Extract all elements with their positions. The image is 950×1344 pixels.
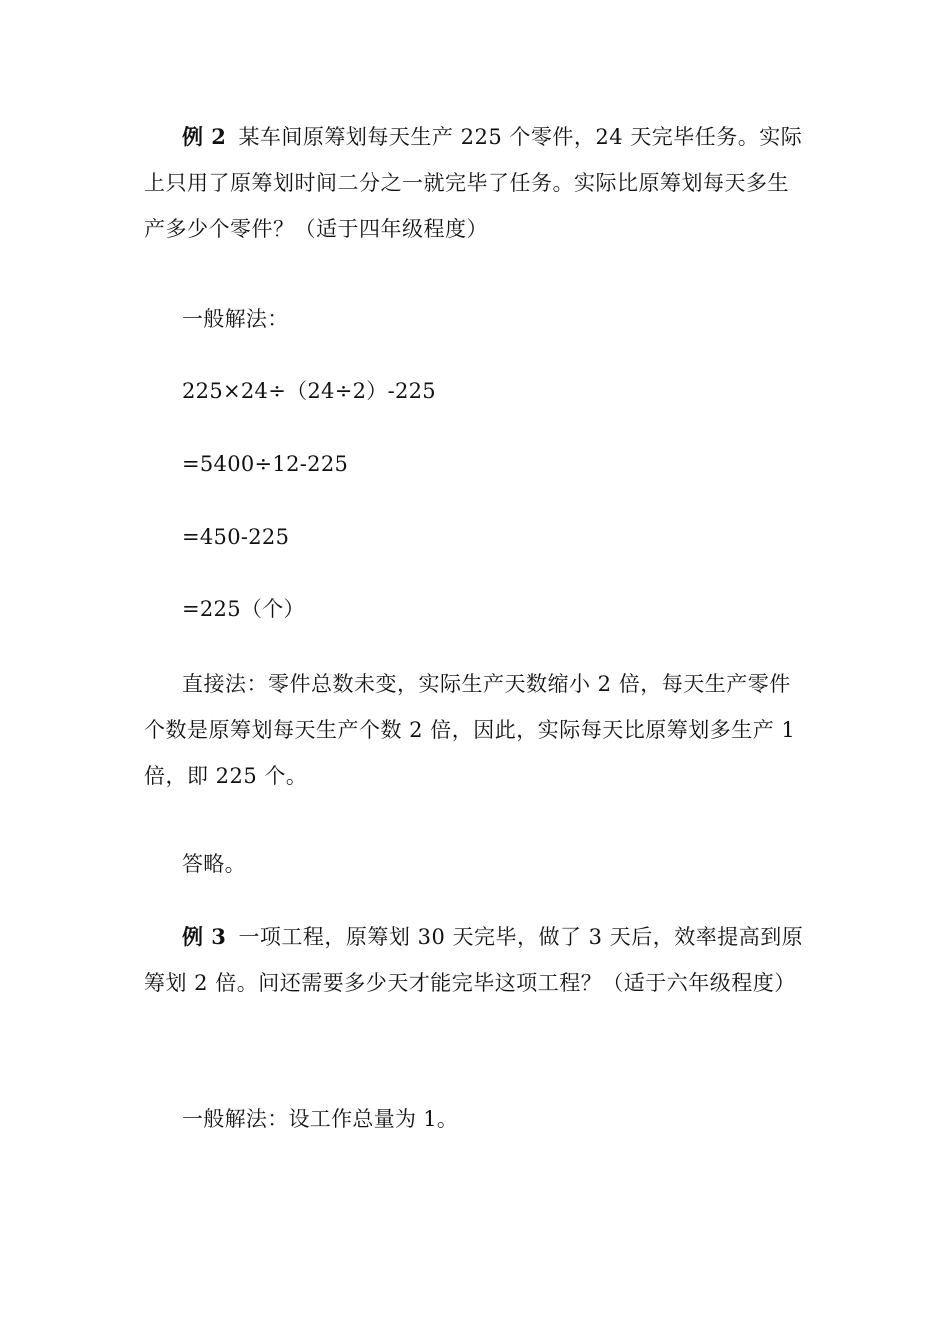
example-3-problem bbox=[144, 914, 808, 1006]
direct-method-text: 直接法：零件总数未变，实际生产天数缩小 2 倍，每天生产零件个数是原筹划每天生产个数 2 倍，因此，实际每天比原筹划多生产 1 倍，即 225 个。 bbox=[144, 672, 796, 788]
example-2-text: 某车间原筹划每天生产 225 个零件，24 天完毕任务。实际上只用了原筹划时间二分之一就完毕了任务。实际比原筹划每天多生产多少个零件？（适于四年级程度） bbox=[144, 125, 803, 241]
calculation-step-4: =225（个） bbox=[182, 597, 305, 621]
calculation-step-2: =5400÷12-225 bbox=[182, 452, 349, 476]
calculation-step-3: =450-225 bbox=[182, 525, 290, 549]
general-method-heading: 一般解法： bbox=[182, 307, 289, 331]
calculation-step-1: 225×24÷（24÷2）-225 bbox=[182, 379, 436, 403]
direct-method-paragraph bbox=[144, 661, 808, 799]
example-2-label: 例 2 bbox=[182, 124, 227, 149]
example-3-label: 例 3 bbox=[182, 924, 227, 949]
example-3-text: 一项工程，原筹划 30 天完毕，做了 3 天后，效率提高到原筹划 2 倍。问还需要多少天才能完毕这项工程？（适于六年级程度） bbox=[144, 925, 804, 995]
example-3-general-method: 一般解法：设工作总量为 1。 bbox=[182, 1107, 459, 1131]
example-2-problem bbox=[144, 114, 808, 252]
answer-omitted: 答略。 bbox=[182, 852, 246, 876]
